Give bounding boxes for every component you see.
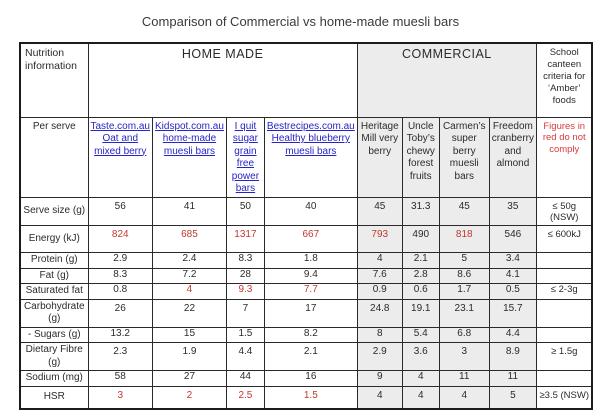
table-row-serve-size — [20, 197, 592, 226]
value-cell: 0.5 — [489, 284, 536, 300]
product-uncle-tobys: Uncle Toby’s chewy forest fruits — [402, 117, 439, 197]
value-cell: 31.3 — [402, 197, 439, 226]
table-row-hsr — [20, 386, 592, 409]
criteria-cell: ≤ 2-3g — [536, 284, 592, 300]
value-cell: 1317 — [226, 226, 264, 253]
value-cell: 1.9 — [152, 343, 226, 371]
value-cell: 3.4 — [489, 253, 536, 269]
row-label: Fat (g) — [20, 268, 88, 284]
criteria-cell: ≤ 50g (NSW) — [536, 197, 592, 226]
value-cell: 50 — [226, 197, 264, 226]
value-cell: 2.8 — [402, 268, 439, 284]
value-cell: 4 — [439, 386, 489, 409]
value-cell: 19.1 — [402, 299, 439, 327]
value-cell: 45 — [439, 197, 489, 226]
value-cell: 9.4 — [264, 268, 357, 284]
row-label: Serve size (g) — [20, 197, 88, 226]
value-cell: 41 — [152, 197, 226, 226]
value-cell: 4.4 — [226, 343, 264, 371]
value-cell: 13.2 — [88, 327, 152, 343]
value-cell: 3 — [88, 386, 152, 409]
header-home-made: HOME MADE — [88, 43, 357, 117]
value-cell: 7 — [226, 299, 264, 327]
criteria-cell: ≥3.5 (NSW) — [536, 386, 592, 409]
value-cell: 26 — [88, 299, 152, 327]
value-cell: 685 — [152, 226, 226, 253]
value-cell: 8.9 — [489, 343, 536, 371]
table-row-carbohydrate — [20, 299, 592, 327]
corner-nutrition-information: Nutrition information — [20, 43, 88, 117]
row-label: HSR — [20, 386, 88, 409]
criteria-cell: ≤ 600kJ — [536, 226, 592, 253]
product-header-row — [20, 117, 592, 197]
header-commercial: COMMERCIAL — [357, 43, 536, 117]
value-cell: 17 — [264, 299, 357, 327]
value-cell: 4.4 — [489, 327, 536, 343]
per-serve-label: Per serve — [20, 117, 88, 197]
table-row-saturated-fat — [20, 284, 592, 300]
value-cell: 793 — [357, 226, 402, 253]
group-header-row — [20, 43, 592, 117]
value-cell: 22 — [152, 299, 226, 327]
value-cell: 58 — [88, 371, 152, 387]
row-label: Dietary Fibre (g) — [20, 343, 88, 371]
value-cell: 1.7 — [439, 284, 489, 300]
value-cell: 5 — [439, 253, 489, 269]
value-cell: 0.9 — [357, 284, 402, 300]
value-cell: 16 — [264, 371, 357, 387]
value-cell: 4 — [402, 371, 439, 387]
value-cell: 7.7 — [264, 284, 357, 300]
value-cell: 2.9 — [357, 343, 402, 371]
value-cell: 4 — [357, 386, 402, 409]
value-cell: 7.6 — [357, 268, 402, 284]
criteria-cell — [536, 299, 592, 327]
value-cell: 7.2 — [152, 268, 226, 284]
value-cell: 27 — [152, 371, 226, 387]
value-cell: 40 — [264, 197, 357, 226]
row-label: - Sugars (g) — [20, 327, 88, 343]
table-row-protein — [20, 253, 592, 269]
value-cell: 1.5 — [264, 386, 357, 409]
value-cell: 667 — [264, 226, 357, 253]
product-heritage-mill: Heritage Mill very berry — [357, 117, 402, 197]
table-row-energy — [20, 226, 592, 253]
value-cell: 8.3 — [88, 268, 152, 284]
value-cell: 4 — [402, 386, 439, 409]
value-cell: 4.1 — [489, 268, 536, 284]
value-cell: 24.8 — [357, 299, 402, 327]
table-row-sodium — [20, 371, 592, 387]
value-cell: 0.6 — [402, 284, 439, 300]
criteria-cell — [536, 371, 592, 387]
value-cell: 2.9 — [88, 253, 152, 269]
product-link-bestrecipes[interactable]: Bestrecipes.com.au Healthy blueberry muesli bars — [264, 117, 357, 197]
row-label: Saturated fat — [20, 284, 88, 300]
value-cell: 8 — [357, 327, 402, 343]
value-cell: 11 — [439, 371, 489, 387]
table-row-fat — [20, 268, 592, 284]
value-cell: 9.3 — [226, 284, 264, 300]
value-cell: 2.4 — [152, 253, 226, 269]
value-cell: 3 — [439, 343, 489, 371]
header-school-canteen-criteria: School canteen criteria for ‘Amber’ foods — [536, 43, 592, 117]
row-label: Sodium (mg) — [20, 371, 88, 387]
value-cell: 5.4 — [402, 327, 439, 343]
value-cell: 6.8 — [439, 327, 489, 343]
value-cell: 23.1 — [439, 299, 489, 327]
value-cell: 28 — [226, 268, 264, 284]
value-cell: 45 — [357, 197, 402, 226]
value-cell: 8.2 — [264, 327, 357, 343]
value-cell: 824 — [88, 226, 152, 253]
row-label: Protein (g) — [20, 253, 88, 269]
value-cell: 8.3 — [226, 253, 264, 269]
value-cell: 56 — [88, 197, 152, 226]
criteria-cell: ≥ 1.5g — [536, 343, 592, 371]
value-cell: 8.6 — [439, 268, 489, 284]
value-cell: 2.1 — [402, 253, 439, 269]
value-cell: 1.8 — [264, 253, 357, 269]
value-cell: 35 — [489, 197, 536, 226]
value-cell: 546 — [489, 226, 536, 253]
value-cell: 818 — [439, 226, 489, 253]
value-cell: 0.8 — [88, 284, 152, 300]
value-cell: 2.5 — [226, 386, 264, 409]
table-row-dietary-fibre — [20, 343, 592, 371]
value-cell: 15.7 — [489, 299, 536, 327]
criteria-cell — [536, 268, 592, 284]
product-link-taste[interactable]: Taste.com.au Oat and mixed berry — [88, 117, 152, 197]
nutrition-comparison-table — [19, 42, 593, 410]
value-cell: 15 — [152, 327, 226, 343]
product-carmens: Carmen’s super berry muesli bars — [439, 117, 489, 197]
value-cell: 9 — [357, 371, 402, 387]
table-row-sugars — [20, 327, 592, 343]
criteria-cell — [536, 327, 592, 343]
value-cell: 2.1 — [264, 343, 357, 371]
page-title: Comparison of Commercial vs home-made muesli bars — [141, 14, 460, 29]
value-cell: 4 — [152, 284, 226, 300]
value-cell: 11 — [489, 371, 536, 387]
value-cell: 5 — [489, 386, 536, 409]
criteria-cell — [536, 253, 592, 269]
value-cell: 490 — [402, 226, 439, 253]
row-label: Carbohydrate (g) — [20, 299, 88, 327]
value-cell: 2 — [152, 386, 226, 409]
row-label: Energy (kJ) — [20, 226, 88, 253]
value-cell: 2.3 — [88, 343, 152, 371]
value-cell: 3.6 — [402, 343, 439, 371]
red-note: Figures in red do not comply — [536, 117, 592, 197]
product-freedom: Freedom cranberry and almond — [489, 117, 536, 197]
value-cell: 4 — [357, 253, 402, 269]
product-link-kidspot[interactable]: Kidspot.com.au home-made muesli bars — [152, 117, 226, 197]
product-link-iquitsugar[interactable]: I quit sugar grain free power bars — [226, 117, 264, 197]
value-cell: 1.5 — [226, 327, 264, 343]
value-cell: 44 — [226, 371, 264, 387]
